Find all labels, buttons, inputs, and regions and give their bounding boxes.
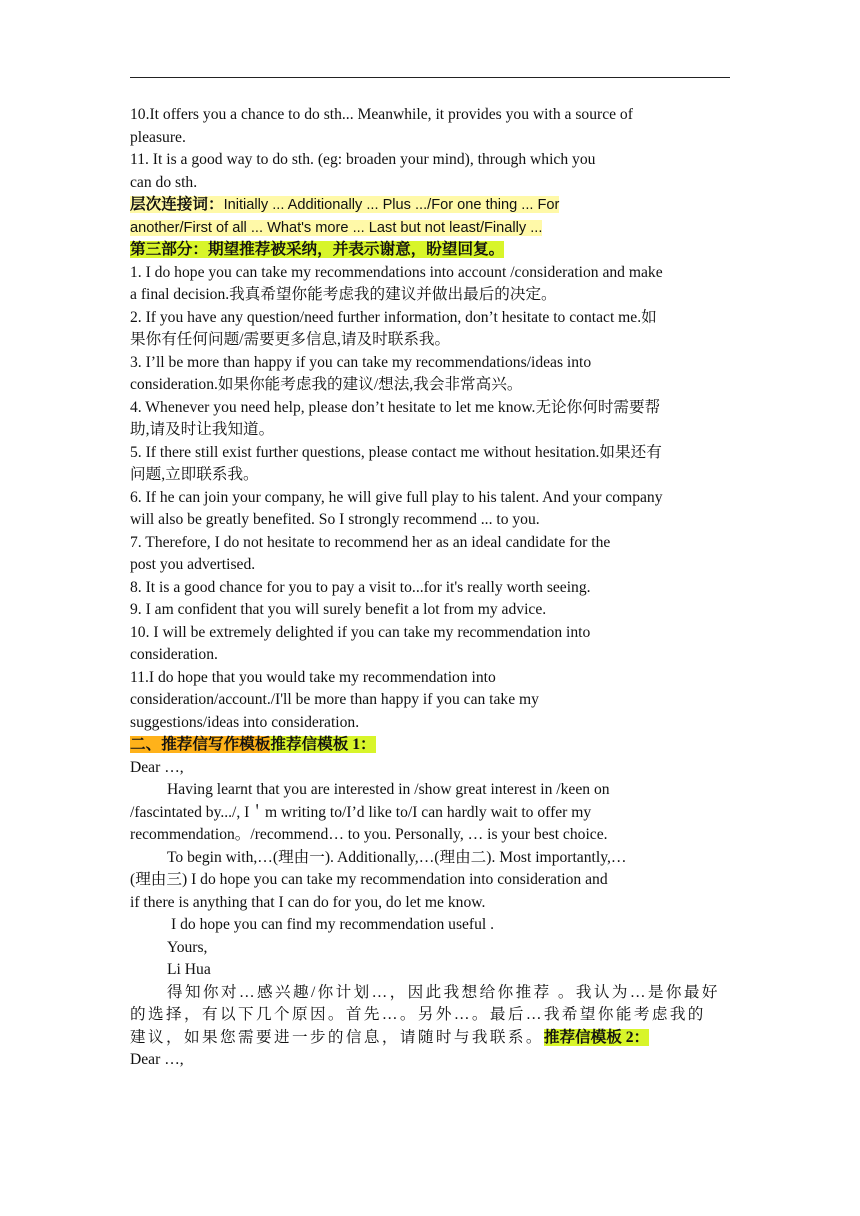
- text-line: 问题,立即联系我。: [130, 466, 259, 483]
- signature-name: Li Hua: [167, 961, 211, 978]
- text-line: (理由三) I do hope you can take my recommendation into consideration and: [130, 871, 608, 888]
- text-line: 3. I’ll be more than happy if you can take my recommendations/ideas into: [130, 353, 592, 371]
- text-line: 6. If he can join your company, he will give full play to his talent. And your company: [130, 488, 663, 506]
- chinese-summary-line: 的选择，有以下几个原因。首先…。另外…。最后…我希望你能考虑我的: [130, 1006, 706, 1023]
- part3-heading: 第三部分：期望推荐被采纳，并表示谢意，盼望回复。: [130, 241, 505, 258]
- text-line: 1. I do hope you can take my recommendations into account /consideration and make: [130, 263, 663, 281]
- text-line: consideration.如果你能考虑我的建议/想法,我会非常高兴。: [130, 376, 523, 393]
- text-line: pleasure.: [130, 128, 186, 146]
- text-line: if there is anything that I can do for you, do let me know.: [130, 893, 486, 911]
- text-line: consideration/account./I'll be more than happy if you can take my: [130, 691, 539, 708]
- connectors-line-2: [130, 217, 732, 240]
- connectors-text-1: Initially ... Additionally ... Plus .../For one thing ... For: [223, 197, 560, 213]
- text-line: 5. If there still exist further questions, please contact me without hesitation.如果还有: [130, 443, 662, 461]
- template1-heading: 推荐信模板 1：: [270, 736, 376, 753]
- text-line: To begin with,…(理由一). Additionally,…(理由二). Most importantly,…: [167, 848, 627, 866]
- text-line: 8. It is a good chance for you to pay a visit to...for it's really worth seeing.: [130, 578, 591, 596]
- salutation: Dear …,: [130, 1051, 184, 1068]
- text-line: post you advertised.: [130, 556, 256, 573]
- text-line: 4. Whenever you need help, please don’t hesitate to let me know.无论你何时需要帮: [130, 398, 661, 416]
- header-rule: [130, 77, 730, 78]
- section2-heading-line: [130, 734, 732, 757]
- text-line: consideration.: [130, 646, 218, 663]
- chinese-summary-line: 得知你对…感兴趣/你计划…，因此我想给你推荐 。我认为…是你最好: [167, 983, 720, 1001]
- text-line: 助,请及时让我知道。: [130, 421, 275, 438]
- chinese-summary-text: 建议，如果您需要进一步的信息，请随时与我联系。: [130, 1028, 544, 1046]
- closing: Yours,: [167, 938, 208, 956]
- connectors-line-1: [130, 194, 732, 217]
- text-line: recommendation。/recommend… to you. Personally, … is your best choice.: [130, 826, 608, 843]
- text-line: 10. I will be extremely delighted if you can take my recommendation into: [130, 623, 591, 641]
- salutation: Dear …,: [130, 758, 184, 776]
- text-line: a final decision.我真希望你能考虑我的建议并做出最后的决定。: [130, 286, 557, 303]
- text-line: 2. If you have any question/need further information, don’t hesitate to contact me.如: [130, 308, 657, 326]
- text-line: 10.It offers you a chance to do sth... Meanwhile, it provides you with a source of: [130, 106, 633, 123]
- text-line: 11.I do hope that you would take my recommendation into: [130, 668, 496, 686]
- text-line: 9. I am confident that you will surely benefit a lot from my advice.: [130, 601, 547, 618]
- chinese-summary-line-with-heading: [130, 1027, 732, 1050]
- connectors-label: 层次连接词：: [130, 196, 224, 213]
- text-line: /fascintated by.../, I＇m writing to/I’d like to/I can hardly wait to offer my: [130, 803, 592, 821]
- connectors-text-2: another/First of all ... What's more ... Last but not least/Finally ...: [130, 219, 543, 236]
- text-line: 7. Therefore, I do not hesitate to recommend her as an ideal candidate for the: [130, 533, 611, 551]
- text-line: will also be greatly benefited. So I strongly recommend ... to you.: [130, 511, 540, 528]
- text-line: I do hope you can find my recommendation useful .: [171, 916, 495, 933]
- text-line: 果你有任何问题/需要更多信息,请及时联系我。: [130, 331, 451, 348]
- document-body: [130, 104, 732, 1072]
- template2-heading: 推荐信模板 2：: [543, 1028, 650, 1046]
- part3-heading-line: [130, 239, 732, 262]
- text-line: Having learnt that you are interested in /show great interest in /keen on: [167, 781, 610, 798]
- text-line: 11. It is a good way to do sth. (eg: broaden your mind), through which you: [130, 151, 596, 168]
- text-line: can do sth.: [130, 173, 198, 191]
- section2-heading: 二、推荐信写作模板: [130, 736, 271, 753]
- text-line: suggestions/ideas into consideration.: [130, 713, 360, 731]
